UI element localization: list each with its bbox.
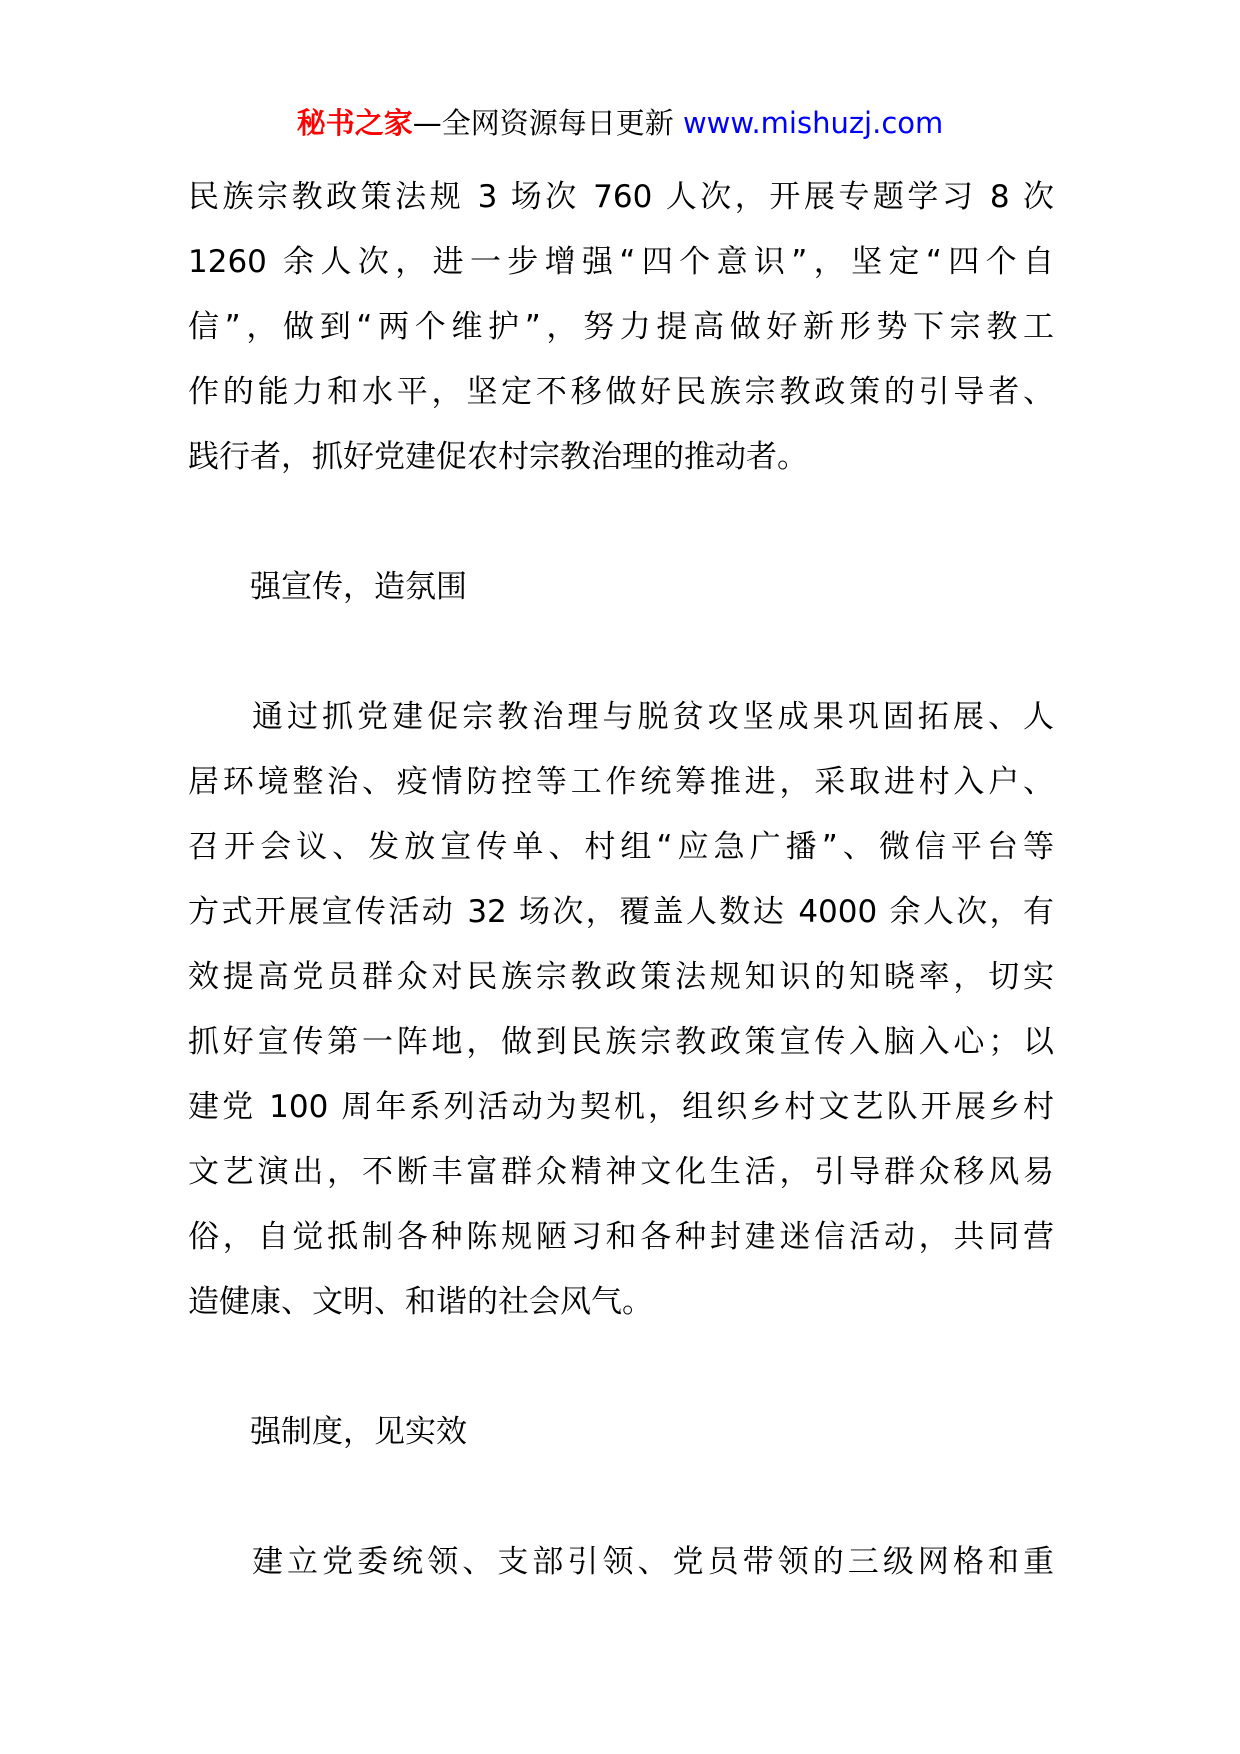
text-line: 抓好宣传第一阵地，做到民族宗教政策宣传入脑入心；以 [188,1024,1054,1060]
text-line: 建党 100 周年系列活动为契机，组织乡村文艺队开展乡村 [188,1089,1054,1125]
header-brand: 秘书之家 [296,106,413,140]
paragraph-3 [188,1530,1054,1595]
page-header [0,103,1240,143]
section-heading-publicity: 强宣传，造氛围 [250,569,467,605]
header-tagline: —全网资源每日更新 [412,106,683,140]
header-url-link[interactable]: www.mishuzj.com [682,106,944,140]
text-line: 建立党委统领、支部引领、党员带领的三级网格和重 [252,1544,1054,1580]
text-line: 通过抓党建促宗教治理与脱贫攻坚成果巩固拓展、人 [252,699,1054,735]
text-line: 作的能力和水平，坚定不移做好民族宗教政策的引导者、 [188,374,1054,410]
text-line: 信”，做到“两个维护”，努力提高做好新形势下宗教工 [188,309,1054,345]
text-line: 践行者，抓好党建促农村宗教治理的推动者。 [188,439,808,475]
text-line: 效提高党员群众对民族宗教政策法规知识的知晓率，切实 [188,959,1054,995]
text-line: 居环境整治、疫情防控等工作统筹推进，采取进村入户、 [188,764,1054,800]
text-line: 文艺演出，不断丰富群众精神文化生活，引导群众移风易 [188,1154,1054,1190]
text-line: 方式开展宣传活动 32 场次，覆盖人数达 4000 余人次，有 [188,894,1054,930]
text-line: 召开会议、发放宣传单、村组“应急广播”、微信平台等 [188,829,1054,865]
text-line: 俗，自觉抵制各种陈规陋习和各种封建迷信活动，共同营 [188,1219,1054,1255]
paragraph-1 [188,165,1054,490]
document-body [188,165,1054,1660]
text-line: 造健康、文明、和谐的社会风气。 [188,1284,653,1320]
text-line: 民族宗教政策法规 3 场次 760 人次，开展专题学习 8 次 [188,179,1054,215]
paragraph-2 [188,685,1054,1335]
section-heading-system: 强制度，见实效 [250,1414,467,1450]
text-line: 1260 余人次，进一步增强“四个意识”，坚定“四个自 [188,244,1054,280]
